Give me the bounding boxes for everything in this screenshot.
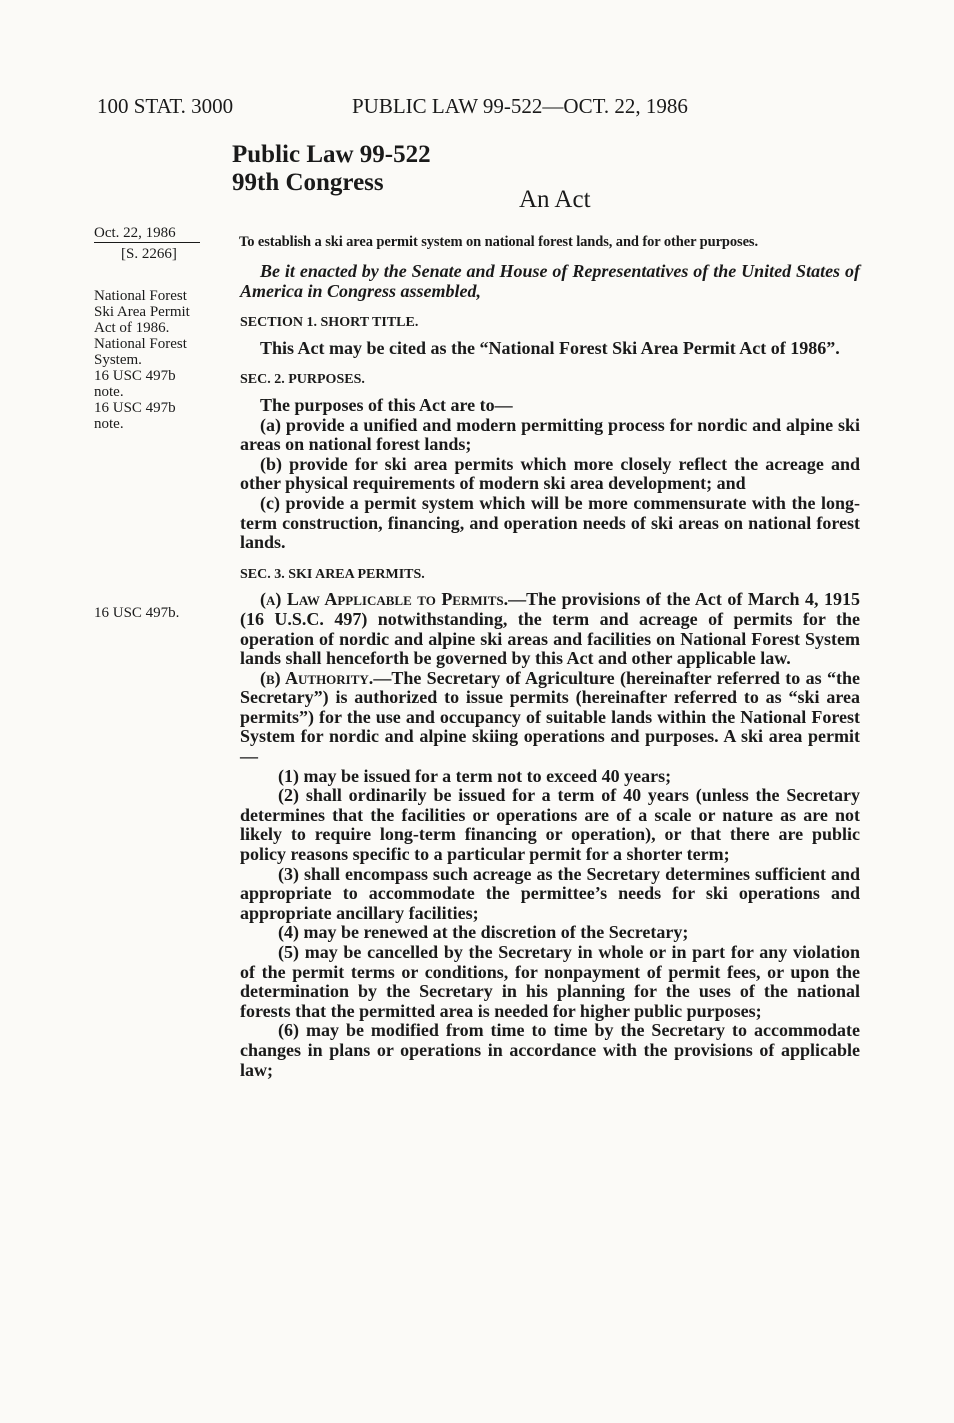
margin-note-line: National Forest: [94, 288, 187, 304]
title-block: [232, 141, 431, 197]
margin-note-line: 16 USC 497b: [94, 368, 176, 384]
enacting-clause: Be it enacted by the Senate and House of Representatives of the United States of America in Congress assembled,: [240, 261, 860, 301]
margin-date: Oct. 22, 1986: [94, 225, 176, 241]
section-2-item-b: (b) provide for ski area permits which more closely reflect the acreage and other physical requirements of modern ski area development; and: [240, 453, 860, 494]
margin-bill-number: [S. 2266]: [121, 246, 177, 262]
permit-clause-1: (1) may be issued for a term not to exceed 40 years;: [278, 765, 672, 786]
section-3-subsection-b: [240, 669, 860, 767]
subsection-a-label: (a) Law Applicable to Permits.: [260, 589, 509, 610]
act-body: [240, 262, 860, 1080]
page-law-header: PUBLIC LAW 99-522—OCT. 22, 1986: [352, 94, 688, 118]
margin-rule: [94, 242, 200, 243]
margin-notes: [94, 288, 234, 432]
margin-sec3-citation: 16 USC 497b.: [94, 605, 180, 621]
margin-note-line: 16 USC 497b: [94, 400, 176, 416]
section-3-subsection-a: [240, 590, 860, 668]
section-2-heading: SEC. 2. PURPOSES.: [240, 372, 365, 388]
permit-clause-6: (6) may be modified from time to time by the Secretary to accommodate changes in plans or operations in accordance with the provisions of applicable law;: [240, 1020, 860, 1080]
subsection-b-text: —The Secretary of Agriculture (hereinafter referred to as “the Secretary”) is authorized to issue permits (hereinafter referred to as “ski area permits”) for the use and occupancy of suitable lands within the National Forest System for nordic and alpine skiing operations and purposes. A ski area permit—: [240, 667, 860, 767]
section-3-heading: SEC. 3. SKI AREA PERMITS.: [240, 566, 425, 582]
margin-note-line: Act of 1986.: [94, 320, 170, 336]
section-1-text: This Act may be cited as the “National Forest Ski Area Permit Act of 1986”.: [260, 337, 840, 358]
margin-note-line: Ski Area Permit: [94, 304, 190, 320]
margin-note-line: note.: [94, 416, 124, 432]
section-2-intro: The purposes of this Act are to—: [260, 394, 513, 415]
subsection-a-text: —The provisions of the Act of March 4, 1915 (16 U.S.C. 497) notwithstanding, the term and acreage of permits for the operation of nordic and alpine ski areas and facilities on National Forest System lands shall henceforth be governed by this Act and other applicable law.: [240, 589, 860, 669]
permit-clause-5: (5) may be cancelled by the Secretary in whole or in part for any violation of the permit terms or conditions, for nonpayment of permit fees, or upon the determination by the Secretary in his planning for the uses of the national forests that the permitted area is needed for higher public purposes;: [240, 942, 860, 1021]
permit-clause-4: (4) may be renewed at the discretion of the Secretary;: [278, 922, 689, 943]
permit-clause-2: (2) shall ordinarily be issued for a term of 40 years (unless the Secretary determines that the facilities or operations are of a scale or nature as are not likely to require long-term financing or operation), or that there are public policy reasons specific to a particular permit for a shorter term;: [240, 785, 860, 865]
congress-number: 99th Congress: [232, 169, 384, 196]
margin-note-line: note.: [94, 384, 124, 400]
section-2-item-c: (c) provide a permit system which will be more commensurate with the long-term construction, financing, and operation needs of ski areas on national forest lands.: [240, 492, 860, 553]
purpose-line: To establish a ski area permit system on national forest lands, and for other purposes.: [239, 234, 758, 250]
section-2-item-a: (a) provide a unified and modern permitting process for nordic and alpine ski areas on national forest lands;: [240, 414, 860, 455]
public-law-number: Public Law 99-522: [232, 141, 431, 168]
margin-note-line: System.: [94, 352, 142, 368]
subsection-b-label: (b) Authority.: [260, 667, 374, 688]
margin-note-line: National Forest: [94, 336, 187, 352]
section-1-heading: SECTION 1. SHORT TITLE.: [240, 315, 419, 331]
an-act-heading: An Act: [519, 186, 591, 213]
permit-clause-3: (3) shall encompass such acreage as the Secretary determines sufficient and appropriate to accommodate the permittee’s needs for ski operations and appropriate ancillary facilities;: [240, 863, 860, 923]
page-stat-header: 100 STAT. 3000: [97, 94, 234, 118]
